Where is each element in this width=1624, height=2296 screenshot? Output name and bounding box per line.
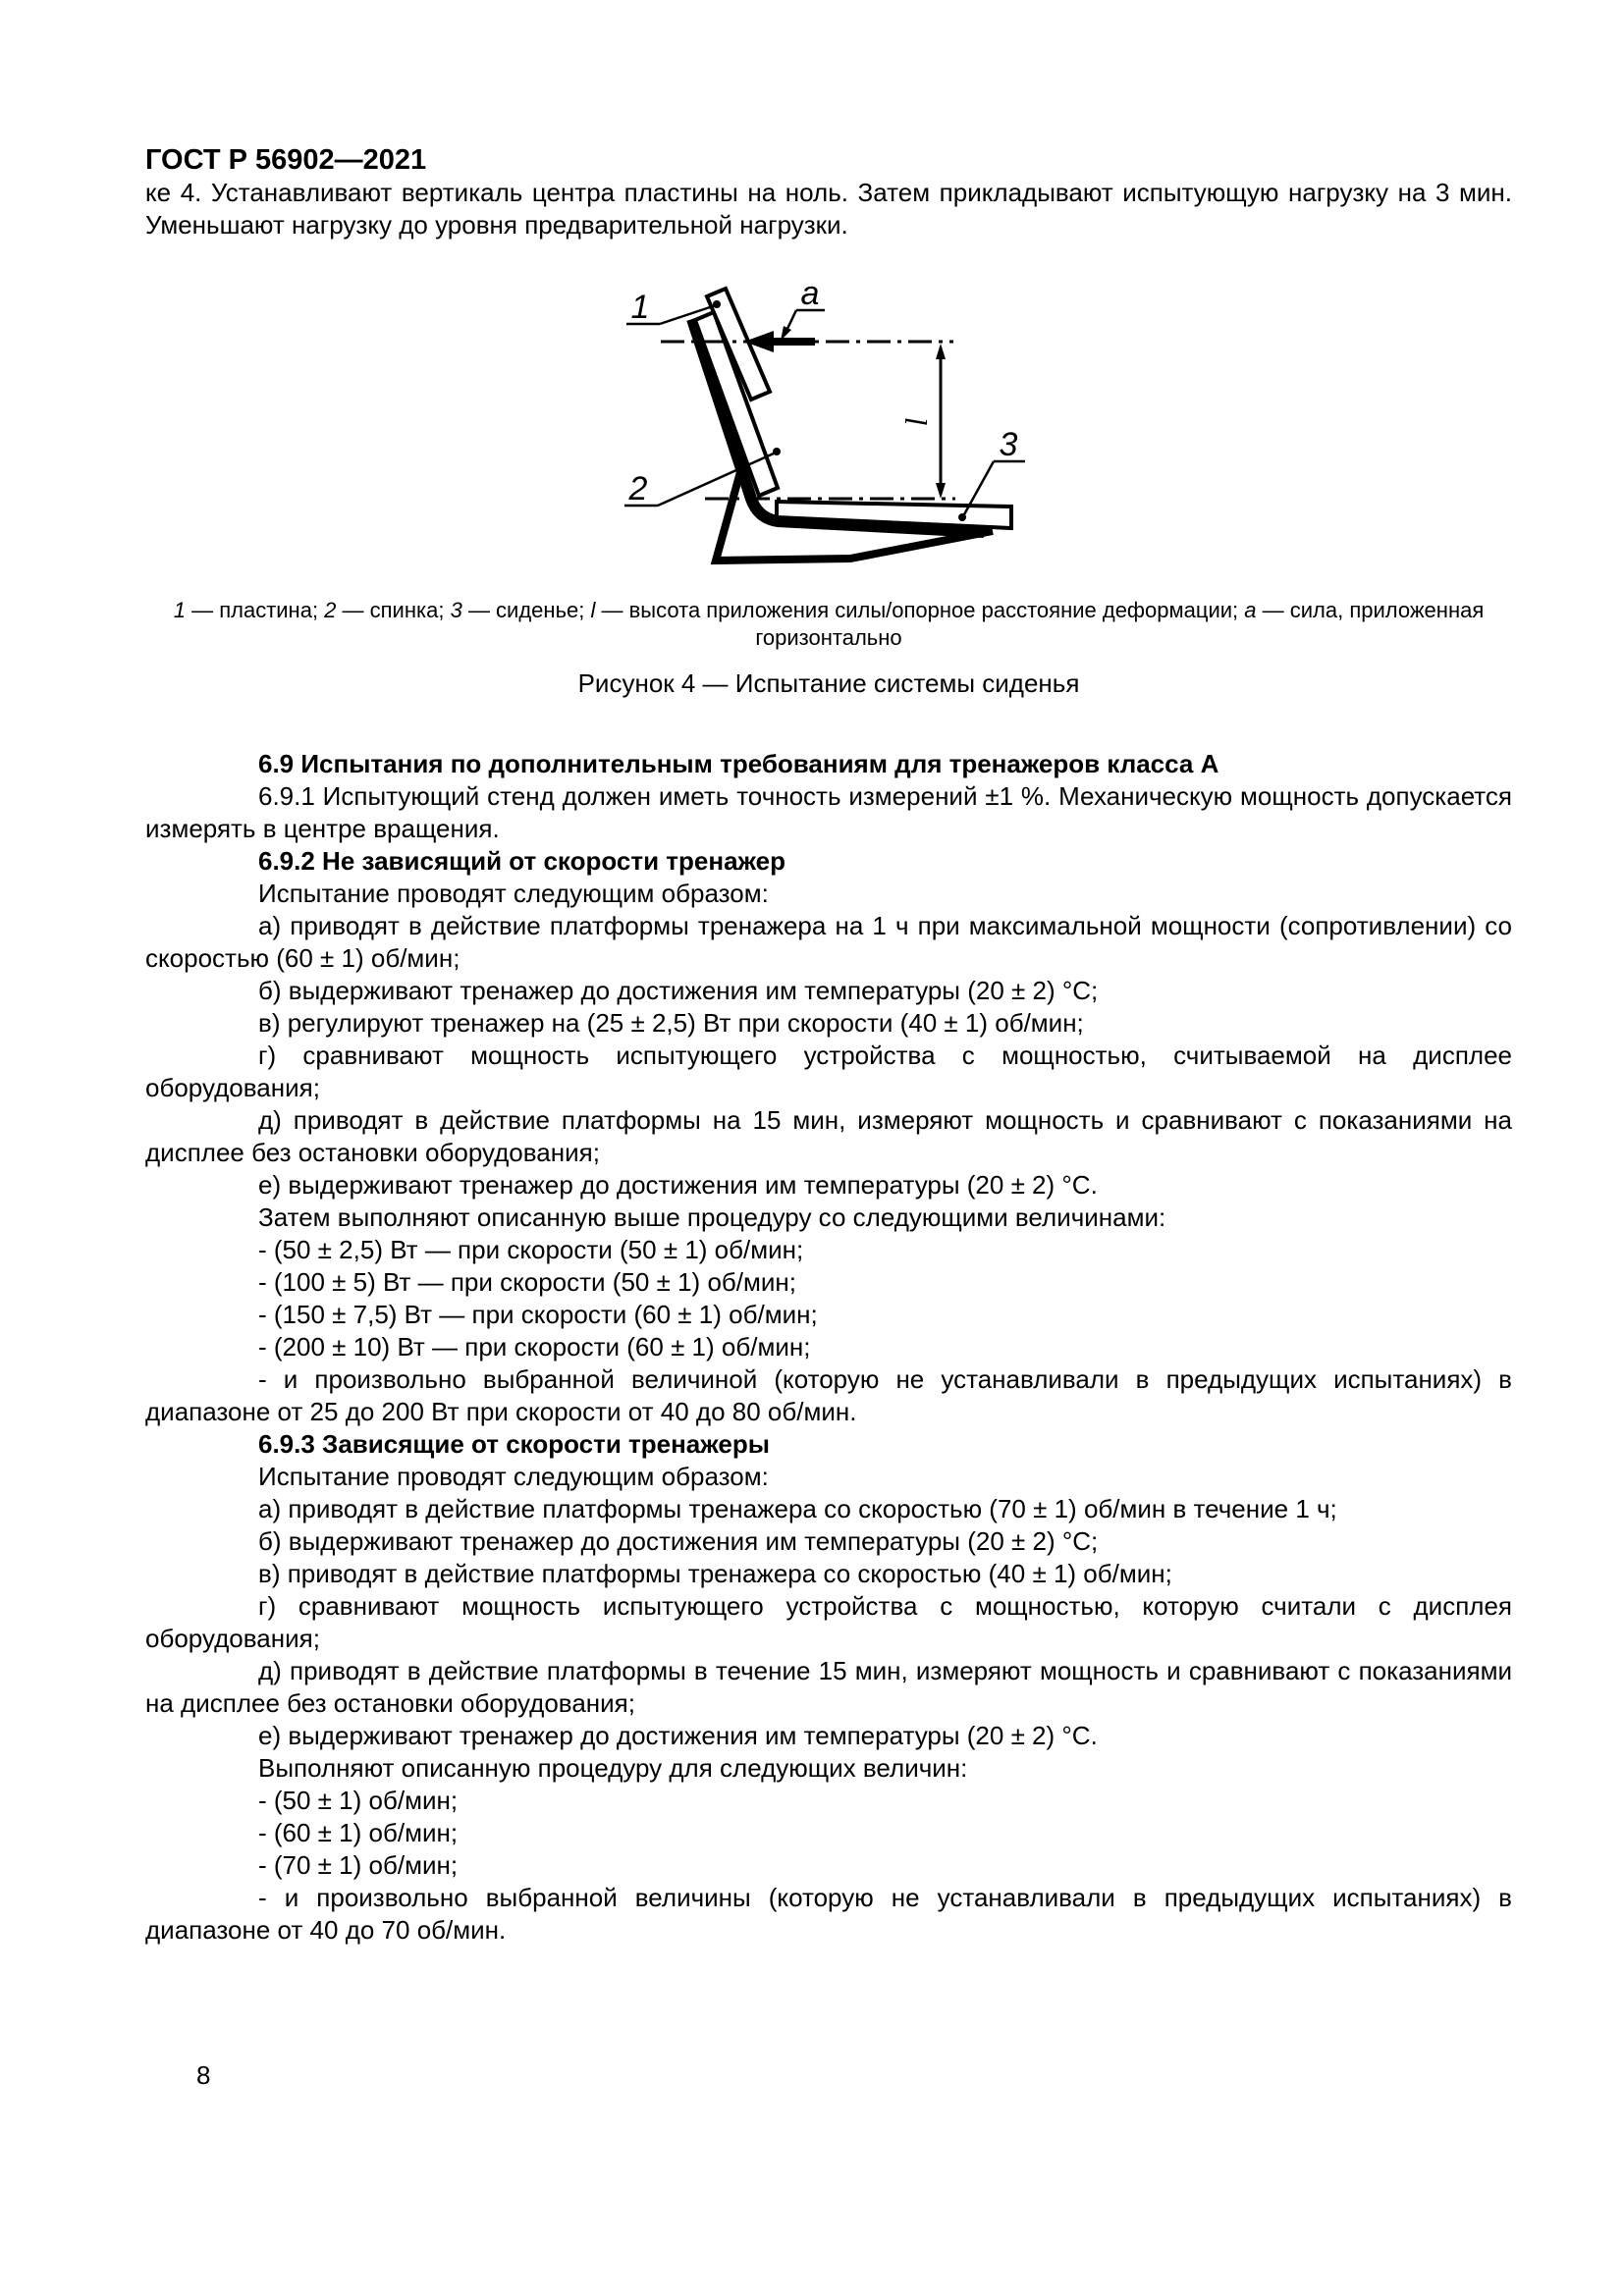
page-content (145, 0, 1512, 1947)
paragraph-6-9-3-then: Выполняют описанную процедуру для следующих величин: (258, 1753, 968, 1783)
value-item-60rpm: - (60 ± 1) об/мин; (258, 1818, 459, 1847)
seat-test-diagram (568, 255, 1137, 589)
list-item-6-9-3-e: е) выдерживают тренажер до достижения им температуры (20 ± 2) °С. (258, 1721, 1098, 1750)
dimension-arrow-top (936, 344, 946, 359)
figure-4-drawing (568, 255, 1137, 589)
value-item-150w: - (150 ± 7,5) Вт — при скорости (60 ± 1) об/мин; (258, 1300, 818, 1329)
force-label: a (800, 275, 820, 312)
value-item-70rpm: - (70 ± 1) об/мин; (258, 1850, 459, 1880)
list-item-6-9-2-v: в) регулируют тренажер на (25 ± 2,5) Вт при скорости (40 ± 1) об/мин; (258, 1008, 1084, 1038)
list-item-6-9-2-e: е) выдерживают тренажер до достижения им температуры (20 ± 2) °С. (258, 1170, 1098, 1200)
section-6-9-3-heading: 6.9.3 Зависящие от скорости тренажеры (258, 1429, 770, 1459)
value-item-arbitrary-speed: - и произвольно выбранной величины (которую не устанавливали в предыдущих испытаниях) в диапазоне от 40 до 70 об/мин. (145, 1883, 1512, 1945)
caption-key-3: 3 (450, 598, 462, 622)
value-item-50w: - (50 ± 2,5) Вт — при скорости (50 ± 1) об/мин; (258, 1235, 804, 1264)
height-label: l (898, 417, 934, 427)
list-item-6-9-3-d: д) приводят в действие платформы в течение 15 мин, измеряют мощность и сравнивают с показаниями на дисплее без остановки оборудования; (145, 1656, 1512, 1718)
list-item-6-9-3-v: в) приводят в действие платформы тренажера со скоростью (40 ± 1) об/мин; (258, 1559, 1172, 1588)
section-6-9-heading: 6.9 Испытания по дополнительным требованиям для тренажеров класса А (258, 749, 1219, 778)
list-item-6-9-3-a: а) приводят в действие платформы тренажера со скоростью (70 ± 1) об/мин в течение 1 ч; (258, 1494, 1337, 1523)
caption-key-l: l (590, 598, 596, 622)
caption-text: — сиденье; (461, 598, 591, 622)
figure-title: Рисунок 4 — Испытание системы сиденья (577, 668, 1080, 698)
list-item-6-9-2-a: а) приводят в действие платформы тренажера на 1 ч при максимальной мощности (сопротивлении) со скоростью (60 ± 1) об/мин; (145, 911, 1512, 973)
caption-text: — сила, приложенная (1256, 598, 1485, 622)
list-item-6-9-2-d: д) приводят в действие платформы на 15 мин, измеряют мощность и сравнивают с показаниями на дисплее без остановки оборудования; (145, 1105, 1512, 1167)
paragraph-6-9-1: 6.9.1 Испытующий стенд должен иметь точность измерений ±1 %. Механическую мощность допускается измерять в центре вращения. (145, 781, 1512, 843)
seat-label-dot (958, 513, 966, 521)
value-item-100w: - (100 ± 5) Вт — при скорости (50 ± 1) об/мин; (258, 1267, 796, 1297)
page-number: 8 (196, 2060, 211, 2090)
caption-key-2: 2 (324, 598, 337, 622)
caption-key-1: 1 (173, 598, 186, 622)
backrest-label: 2 (628, 470, 648, 507)
paragraph-6-9-3-intro: Испытание проводят следующим образом: (258, 1462, 769, 1491)
caption-text: — пластина; (185, 598, 325, 622)
intro-paragraph: ке 4. Устанавливают вертикаль центра пластины на ноль. Затем прикладывают испытующую нагрузку на 3 мин. Уменьшают нагрузку до уровня предварительной нагрузки. (145, 178, 1512, 240)
list-item-6-9-3-g: г) сравнивают мощность испытующего устройства с мощностью, которую считали с дисплея оборудования; (145, 1591, 1512, 1653)
section-6-9-2-heading: 6.9.2 Не зависящий от скорости тренажер (258, 846, 785, 876)
backrest-label-dot (773, 448, 781, 455)
figure-caption (145, 597, 1512, 652)
caption-key-a: a (1244, 598, 1257, 622)
plate-label-dot (713, 300, 721, 308)
value-item-50rpm: - (50 ± 1) об/мин; (258, 1786, 459, 1815)
value-item-200w: - (200 ± 10) Вт — при скорости (60 ± 1) об/мин; (258, 1332, 811, 1362)
document-header: ГОСТ Р 56902—2021 (145, 144, 427, 176)
caption-text: — высота приложения силы/опорное расстояние деформации; (595, 598, 1245, 622)
value-item-arbitrary-power: - и произвольно выбранной величиной (которую не устанавливали в предыдущих испытаниях) в диапазоне от 25 до 200 Вт при скорости от 40 до 80 об/мин. (145, 1364, 1512, 1426)
figure-caption-line1 (145, 597, 1512, 624)
list-item-6-9-2-g: г) сравнивают мощность испытующего устройства с мощностью, считываемой на дисплее оборудования; (145, 1041, 1512, 1102)
plate-label: 1 (630, 289, 650, 326)
list-item-6-9-3-b: б) выдерживают тренажер до достижения им температуры (20 ± 2) °С; (258, 1526, 1099, 1556)
list-item-6-9-2-b: б) выдерживают тренажер до достижения им температуры (20 ± 2) °С; (258, 976, 1099, 1005)
caption-text: — спинка; (336, 598, 451, 622)
dimension-arrow-bottom (936, 483, 946, 499)
seat-label: 3 (999, 426, 1018, 463)
paragraph-6-9-2-then: Затем выполняют описанную выше процедуру со следующими величинами: (258, 1202, 1166, 1232)
figure-caption-line2: горизонтально (755, 625, 902, 650)
paragraph-6-9-2-intro: Испытание проводят следующим образом: (258, 879, 769, 908)
